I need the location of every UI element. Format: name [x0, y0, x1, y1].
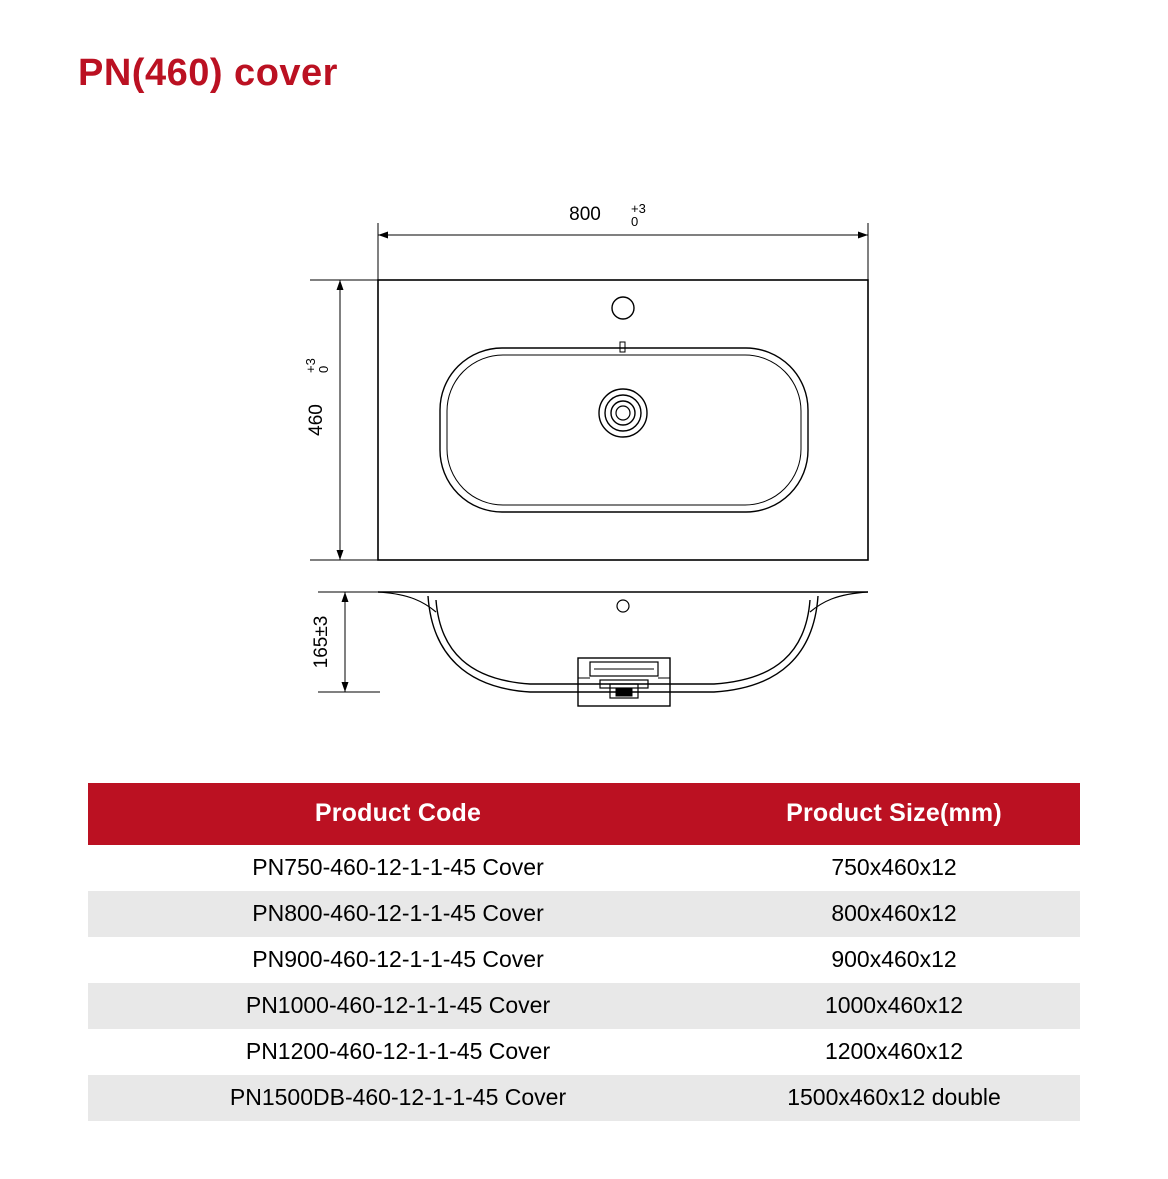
width-dimension — [378, 201, 868, 280]
drain-top-view — [599, 389, 647, 437]
table-header-row — [88, 783, 1080, 845]
cell-product-code: PN800-460-12-1-1-45 Cover — [252, 900, 544, 926]
height-dim-tol-plus: +3 — [303, 358, 318, 373]
cell-product-size: 1500x460x12 double — [787, 1084, 1001, 1110]
overflow-slot — [620, 342, 625, 352]
product-table-container — [88, 783, 1080, 1121]
cell-product-code: PN1500DB-460-12-1-1-45 Cover — [229, 1084, 567, 1110]
table-body — [88, 845, 1080, 1121]
cell-product-code: PN900-460-12-1-1-45 Cover — [252, 946, 544, 972]
cell-product-code: PN1200-460-12-1-1-45 Cover — [245, 1038, 551, 1064]
cell-product-size: 1200x460x12 — [824, 1038, 964, 1064]
depth-dimension — [311, 592, 380, 692]
front-section-view — [378, 592, 868, 706]
table-row — [88, 983, 1080, 1029]
width-dim-tol-plus: +3 — [631, 201, 646, 216]
cell-product-code: PN1000-460-12-1-1-45 Cover — [245, 992, 551, 1018]
cell-product-size: 800x460x12 — [831, 900, 957, 926]
table-row — [88, 891, 1080, 937]
table-row — [88, 937, 1080, 983]
depth-dim-value: 165±3 — [311, 615, 332, 669]
column-header-product-size: Product Size(mm) — [708, 783, 1080, 845]
product-table — [88, 783, 1080, 1121]
height-dim-value: 460 — [306, 404, 327, 436]
cell-product-code: PN750-460-12-1-1-45 Cover — [252, 854, 544, 880]
width-dim-tol-minus: 0 — [631, 214, 639, 229]
table-row — [88, 1075, 1080, 1121]
bowl-outline-inner — [447, 355, 801, 505]
table-row — [88, 1029, 1080, 1075]
page-title: PN(460) cover — [78, 52, 338, 94]
cell-product-size: 1000x460x12 — [824, 992, 964, 1018]
tap-hole — [612, 297, 634, 319]
table-row — [88, 845, 1080, 891]
bowl-outline-outer — [440, 348, 808, 512]
cell-product-size: 750x460x12 — [831, 854, 957, 880]
drain-fitting-outline — [578, 658, 670, 706]
height-dim-tol-minus: 0 — [316, 365, 331, 373]
table-header — [88, 783, 1080, 845]
cell-product-size: 900x460x12 — [831, 946, 957, 972]
height-dimension — [303, 280, 378, 560]
basin-drawing-svg — [0, 160, 1168, 740]
column-header-product-code: Product Code — [88, 783, 708, 845]
technical-drawing — [0, 160, 1168, 740]
width-dim-value: 800 — [569, 204, 601, 225]
